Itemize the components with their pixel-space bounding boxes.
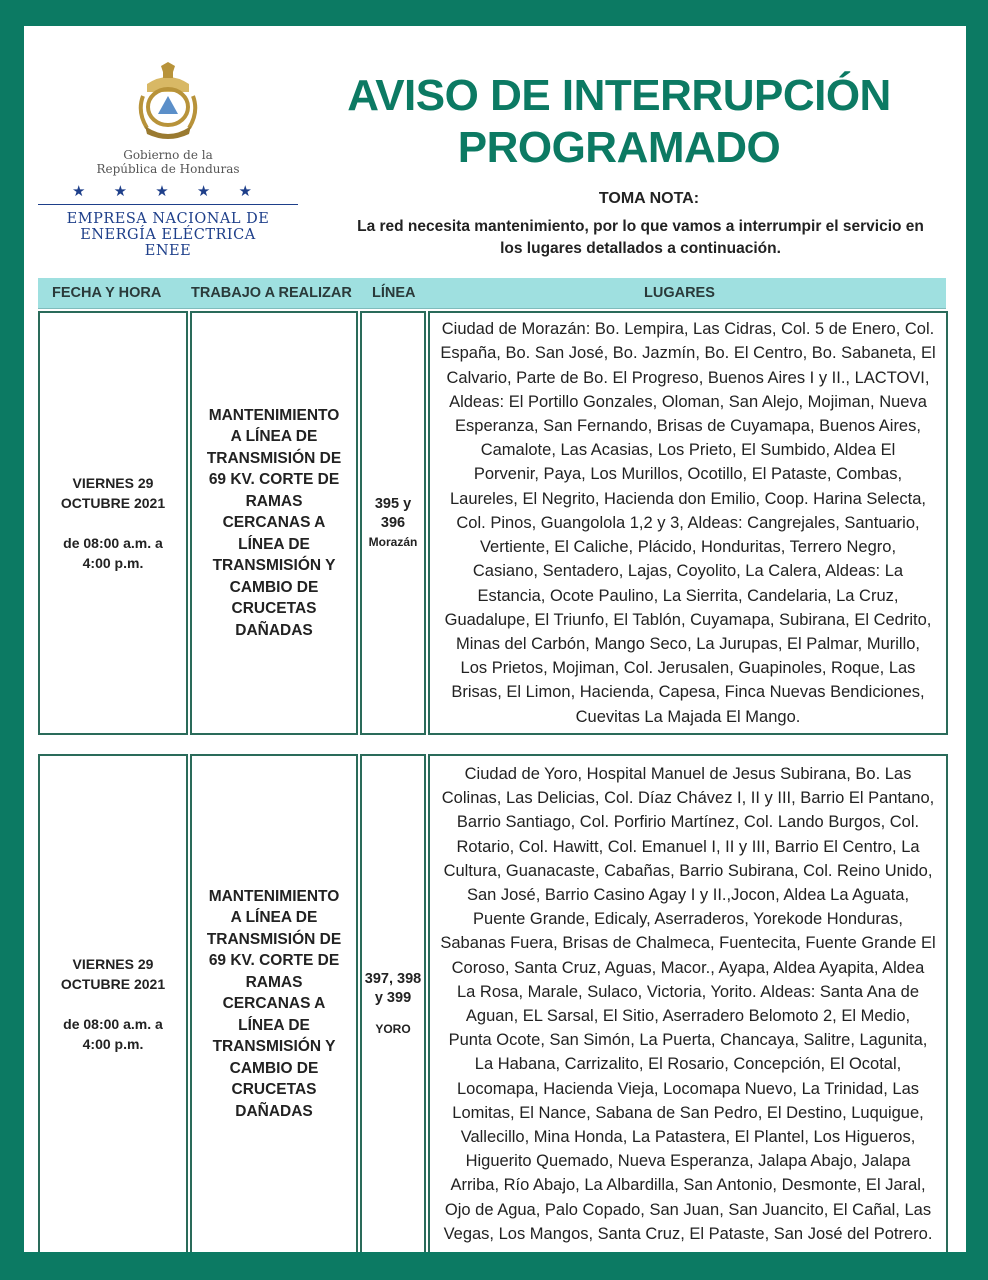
table-header [38,278,946,309]
logo-divider [38,204,298,205]
row-2-places-line: Cultura, Guanacaste, Cabañas, Barrio Subirana, Col. Reino Unido, [443,861,933,880]
row-1-line-numbers-1: 395 y [374,495,412,512]
row-2-work-line: CERCANAS A [222,995,326,1013]
row-2-places-line: Higuerito Quemado, Nueva Esperanza, Jalapa Abajo, Jalapa [465,1152,911,1171]
row-2-work-cell [190,754,358,1252]
column-header-work: TRABAJO A REALIZAR [191,285,352,301]
row-2-line-numbers-1: 397, 398 [364,970,422,987]
row-1-places-line: Brisas, El Limon, Hacienda, Capesa, Finca Nuevas Bendiciones, [451,683,925,702]
title-line-1: AVISO DE INTERRUPCIÓN [347,71,891,120]
row-2-work-line: RAMAS [245,973,303,991]
row-1-places-line: Guadalupe, El Triunfo, El Tablón, Cuyamapa, Subirana, El Cedrito, [444,610,932,629]
row-2-work-line: CRUCETAS [231,1081,317,1099]
row-1-work-line: RAMAS [245,492,303,510]
row-2-date-cell [38,754,188,1252]
row-2-places-line: Coroso, Santa Cruz, Aguas, Macor., Ayapa, Aldea Ayapita, Aldea [451,958,925,977]
row-2-work-line: TRANSMISIÓN Y [212,1038,336,1056]
row-1-places-line: Los Prietos, Mojiman, Col. Jerusalen, Guapinoles, Roque, Las [460,659,916,678]
row-2-places-line: Arriba, Río Abajo, La Albardilla, San Antonio, Desmonte, El Jaral, [450,1176,926,1195]
row-1-work-line: A LÍNEA DE [230,428,318,446]
row-2-places-line: La Rosa, Marale, Sulaco, Victoria, Yorito. Aldeas: Santa Ana de [457,982,919,1001]
row-1-work-line: DAÑADAS [235,621,313,639]
row-1-places-line: Laureles, El Negrito, Hacienda don Emilio, Coop. Harina Selecta, [449,489,926,508]
row-1-places-line: Estancia, Ocote Paulino, La Sierrita, Candelaria, La Cruz, [477,586,899,605]
row-1-places-line: Vertiente, El Caliche, Plácido, Honduritas, Terrero Negro, [479,538,897,557]
row-1-work-line: CAMBIO DE [229,578,319,596]
row-1-places-line: Aldeas: El Portillo Gonzales, Oloman, San Alejo, Mojiman, Nueva [449,392,927,411]
row-2-places-line: Sabanas Fuera, Brisas de Chalmeca, Fuentecita, Fuente Grande El [440,934,936,953]
enee-line-3: ENEE [144,243,192,259]
note-line-2: los lugares detallados a continuación. [500,240,781,257]
honduras-seal-icon [133,62,203,142]
row-1-places-line: Calvario, Parte de Bo. El Progreso, Buenos Aires I y II., LACTOVI, [446,368,930,387]
row-2-places-line: Vallecillo, Mina Honda, La Patastera, El Plantel, Los Higueros, [460,1128,916,1147]
row-2-places-line: Ciudad de Yoro, Hospital Manuel de Jesus Subirana, Bo. Las [464,764,912,783]
row-2-places-line: Aguan, EL Sarsal, El Sitio, Aserradero Belomoto 2, El Medio, [465,1007,911,1025]
government-logo [34,62,302,292]
row-1-work-line: 69 KV. CORTE DE [208,471,340,489]
row-2-work-line: LÍNEA DE [238,1016,310,1034]
row-2-time-line-2: 4:00 p.m. [82,1036,144,1052]
notice-page [24,26,966,1252]
enee-line-2: ENERGÍA ELÉCTRICA [80,227,256,243]
row-1-line-cell [360,311,426,735]
row-1-places-line: Ciudad de Morazán: Bo. Lempira, Las Cidras, Col. 5 de Enero, Col. [441,320,935,339]
row-1-places-line: Esperanza, San Fernando, Brisas de Cuyamapa, Buenos Aires, [455,417,921,436]
row-1-places-cell [428,311,948,735]
row-1-places-line: España, Bo. San José, Bo. Jazmín, Bo. El Centro, Bo. Sabaneta, El [440,344,936,363]
row-2-work-line: MANTENIMIENTO [208,887,340,905]
row-2-time-line-1: de 08:00 a.m. a [63,1016,163,1032]
row-1-time-line-2: 4:00 p.m. [82,555,144,571]
row-1-places-line: Casiano, Sentadero, Lajas, Coyolito, La Calera, Aldeas: La [472,562,904,581]
column-header-line: LÍNEA [372,285,416,301]
note-line-1: La red necesita mantenimiento, por lo que vamos a interrumpir el servicio en [357,218,924,235]
row-2-date-day: VIERNES 29 [72,956,154,972]
enee-line-1: EMPRESA NACIONAL DE [66,211,270,227]
row-2-line-zone: YORO [375,1021,411,1036]
row-2-places-line: Puente Grande, Edicaly, Aserraderos, Yorekode Honduras, [473,910,903,929]
row-2-work-line: CAMBIO DE [229,1059,319,1077]
row-2-places-line: Lomitas, El Nance, Sabana de San Pedro, El Destino, Luquigue, [452,1103,924,1122]
column-header-places: LUGARES [644,285,715,301]
row-2-places-line: Locomapa, Hacienda Vieja, Locomapa Nuevo, La Trinidad, Las [457,1079,919,1098]
row-1-work-line: CRUCETAS [231,600,317,618]
row-2-places-line: Rotario, Col. Hawitt, Col. Emanuel I, II y III, Barrio El Centro, La [456,837,920,856]
row-2-line-cell [360,754,426,1252]
row-1-time-line-1: de 08:00 a.m. a [63,535,163,551]
row-2-places-cell [428,754,948,1252]
row-1-work-line: CERCANAS A [222,514,326,532]
row-1-work-line: MANTENIMIENTO [208,406,340,424]
gov-line-2: República de Honduras [96,162,240,176]
row-1-places-line: Col. Pinos, Guangololа 1,2 y 3, Aldeas: Cangrejales, Santuario, [456,513,920,532]
row-1-line-numbers-2: 396 [380,514,406,531]
stars-row: ★ ★ ★ ★ ★ [72,183,264,200]
row-2-places-line: Ojo de Agua, Palo Copado, San Juan, San Juancito, El Cañal, Las [444,1200,932,1219]
row-1-date-cell [38,311,188,735]
row-2-work-line: A LÍNEA DE [230,909,318,927]
page-title [324,70,914,174]
row-1-places-line: Porvenir, Paya, Los Murillos, Ocotillo, El Pataste, Combas, [473,465,903,484]
row-2-date-month: OCTUBRE 2021 [60,976,166,992]
row-2-work-line: DAÑADAS [235,1102,313,1120]
row-2-places-line: Barrio Santiago, Col. Porfirio Martínez, Col. Lando Burgos, Col. [456,813,920,832]
column-header-date: FECHA Y HORA [52,285,162,301]
row-1-work-line: TRANSMISIÓN Y [212,557,336,575]
row-2-places-line: Punta Ocote, San Simón, La Puerta, Chancaya, Salitre, Lagunita, [448,1031,928,1050]
row-1-date-day: VIERNES 29 [72,475,154,491]
row-2-places-line: Vegas, Los Mangos, Santa Cruz, El Pataste, San José del Potrero. [443,1224,933,1243]
gov-line-1: Gobierno de la [123,148,213,162]
row-1-line-zone: Morazán [368,534,418,549]
row-2-line-numbers-2: y 399 [374,989,412,1006]
row-2-places-line: La Habana, Carrizalito, El Rosario, Concepción, El Ocotal, [474,1055,902,1074]
row-1-date-month: OCTUBRE 2021 [60,495,166,511]
row-1-work-cell [190,311,358,735]
row-1-places-line: Camalote, Las Acasias, Los Prieto, El Sumbido, Aldea El [480,441,896,460]
row-2-work-line: 69 KV. CORTE DE [208,952,340,970]
row-1-work-line: LÍNEA DE [238,535,310,553]
row-1-places-line: Minas del Carbón, Mango Seco, La Jurupas, El Palmar, Murillo, [455,634,921,653]
note-text [328,216,953,260]
row-1-work-line: TRANSMISIÓN DE [206,449,342,467]
row-2-places-line: San José, Barrio Casino Agay I y II.,Jocon, Aldea La Aguata, [466,885,910,904]
title-line-2: PROGRAMADO [457,123,781,172]
note-heading: TOMA NOTA: [598,190,700,207]
row-2-work-line: TRANSMISIÓN DE [206,930,342,948]
row-1-places-line: Cuevitas La Majada El Mango. [575,707,801,726]
row-2-places-line: Colinas, Las Delicias, Col. Díaz Chávez I, II y III, Barrio El Pantano, [441,789,935,808]
